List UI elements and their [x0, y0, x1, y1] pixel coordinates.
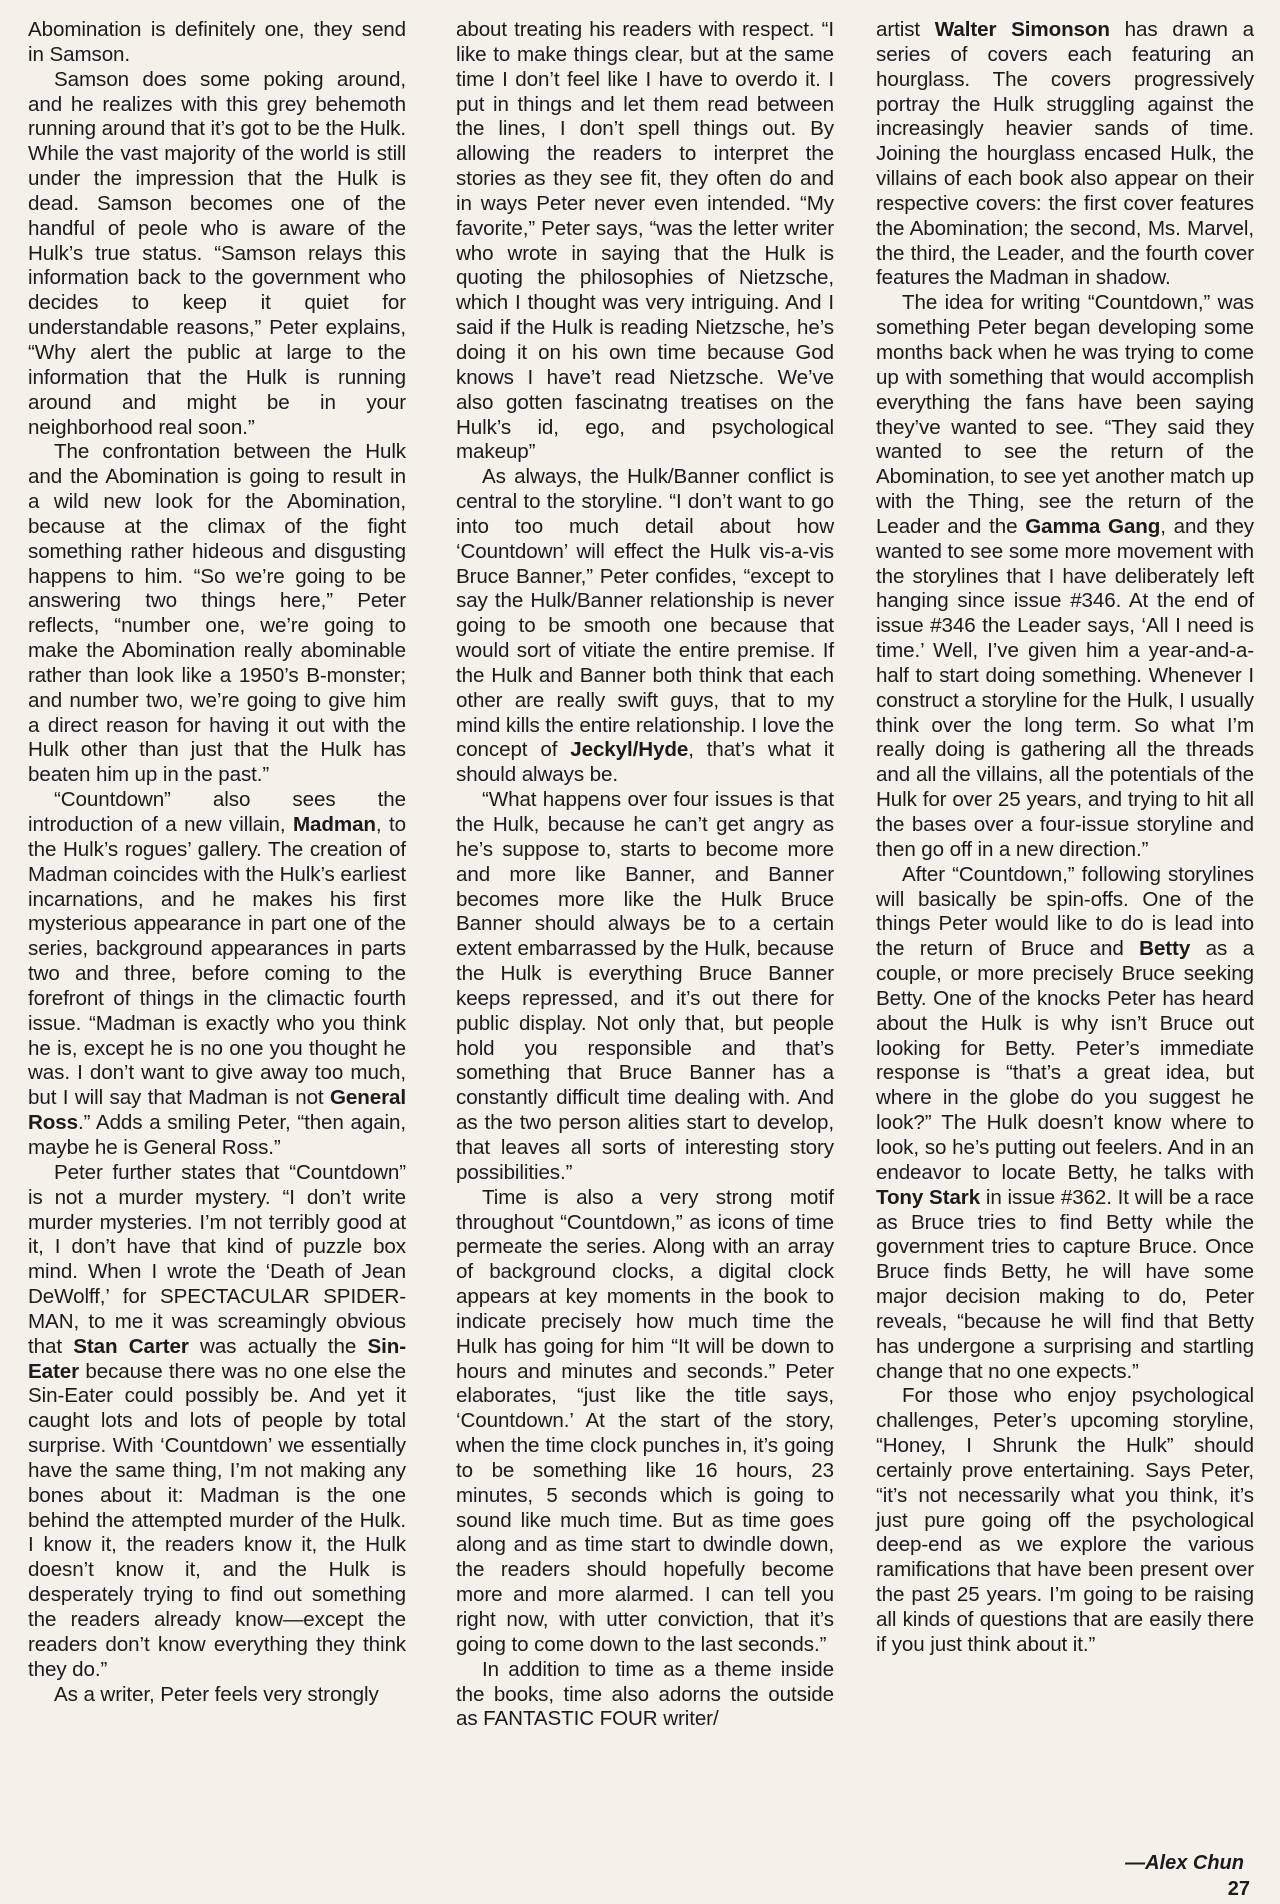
paragraph: “What happens over four issues is that the Hulk, because he can’t get angry as he’s suppose to, starts to become more and more like Banner, and Banner becomes more like the Hulk Bruce Banner should always be to a certain extent embarrassed by the Hulk, because the Hulk is everything Bruce Banner keeps repressed, and it’s out there for public display. Not only that, but people hold you responsible and that’s something that Bruce Banner has a constantly difficult time dealing with. And as the two person alities start to develop, that leaves all sorts of interesting story possibilities.”	[456, 788, 834, 1184]
paragraph: The idea for writing “Countdown,” was something Peter began developing some months back when he was trying to come up with something that would accomplish everything the fans have been saying they’ve wanted to see. “They said they wanted to see the return of the Abomination, to see yet another match up with the Thing, see the return of the Leader and the Gamma Gang, and they wanted to see some more movement with the storylines that I have deliberately left hanging since issue #346. At the end of issue #346 the Leader says, ‘All I need is time.’ Well, I’ve given him a year-and-a-half to start doing something. Whenever I construct a storyline for the Hulk, I usually think over the long term. So what I’m really doing is gathering all the threads and all the villains, all the potentials of the Hulk for over 25 years, and trying to hit all the bases over a four-issue storyline and then go off in a new direction.”	[876, 291, 1255, 861]
page-number: 27	[1227, 1878, 1250, 1900]
bold-name: Sin-Eater	[28, 1334, 406, 1383]
text-column-1	[28, 18, 406, 1707]
text-column-3	[876, 18, 1254, 1658]
paragraph: Peter further states that “Countdown” is not a murder mystery. “I don’t write murder mysteries. I’m not terribly good at it, I don’t have that kind of puzzle box mind. When I wrote the ‘Death of Jean DeWolff,’ for SPECTACULAR SPIDER-MAN, to me it was screamingly obvious that Stan Carter was actually the Sin-Eater because there was no one else the Sin-Eater could possibly be. And yet it caught lots and lots of people by total surprise. With ‘Countdown’ we essentially have the same thing, I’m not making any bones about it: Madman is the one behind the attempted murder of the Hulk. I know it, the readers know it, the Hulk doesn’t know it, and the Hulk is desperately trying to find out something the readers already know—except the readers don’t know everything they think they do.”	[28, 1160, 406, 1681]
text-column-2	[456, 18, 834, 1732]
paragraph: Abomination is definitely one, they send in Samson.	[28, 18, 406, 66]
author-byline: —Alex Chun	[1125, 1852, 1244, 1874]
paragraph: In addition to time as a theme inside the books, time also adorns the outside as FANTASTIC FOUR writer/	[456, 1657, 834, 1731]
paragraph: artist Walter Simonson has drawn a series of covers each featuring an hourglass. The covers progressively portray the Hulk struggling against the increasingly heavier sands of time. Joining the hourglass encased Hulk, the villains of each book also appear on their respective covers: the first cover features the Abomination; the second, Ms. Marvel, the third, the Leader, and the fourth cover features the Madman in shadow.	[876, 18, 1254, 290]
bold-name: Gamma Gang	[1025, 514, 1161, 538]
paragraph: Samson does some poking around, and he realizes with this grey behemoth running around that it’s got to be the Hulk. While the vast majority of the world is still under the impression that the Hulk is dead. Samson becomes one of the handful of peole who is aware of the Hulk’s true status. “Samson relays this information back to the government who decides to keep it quiet for understandable reasons,” Peter explains, “Why alert the public at large to the information that the Hulk is running around and might be in your neighborhood real soon.”	[28, 67, 406, 439]
paragraph: After “Countdown,” following storylines will basically be spin-offs. One of the things Peter would like to do is lead into the return of Bruce and Betty as a couple, or more precisely Bruce seeking Betty. One of the knocks Peter has heard about the Hulk is why isn’t Bruce out looking for Betty. Peter’s immediate response is “that’s a great idea, but where in the globe do you suggest he look?” The Hulk doesn’t know where to look, so he’s putting out feelers. And in an endeavor to locate Betty, he talks with Tony Stark in issue #362. It will be a race as Bruce tries to find Betty while the government tries to capture Bruce. Once Bruce finds Betty, he will have some major decision making to do, Peter reveals, “because he will find that Betty has undergone a surprising and startling change that no one expects.”	[876, 862, 1254, 1383]
bold-name: Stan Carter	[73, 1334, 189, 1358]
paragraph: Time is also a very strong motif throughout “Countdown,” as icons of time permeate the series. Along with an array of background clocks, a digital clock appears at key moments in the book to indicate precisely how much time the Hulk has going for him “It will be down to hours and minutes and seconds.” Peter elaborates, “just like the title says, ‘Countdown.’ At the start of the story, when the time clock punches in, it’s going to be something like 16 hours, 23 minutes, 5 seconds which is going to sound like much time. But as time goes along and as time start to dwindle down, the readers should hopefully become more and more alarmed. I can tell you right now, with utter conviction, that it’s going to come down to the last seconds.”	[456, 1185, 834, 1656]
paragraph: As always, the Hulk/Banner conflict is central to the storyline. “I don’t want to go into too much detail about how ‘Countdown’ will effect the Hulk vis-a-vis Bruce Banner,” Peter confides, “except to say the Hulk/Banner relationship is never going to be smooth one because that would sort of vitiate the entire premise. If the Hulk and Banner both think that each other are really swift guys, that to my mind kills the entire relationship. I love the concept of Jeckyl/Hyde, that’s what it should always be.	[456, 465, 834, 787]
bold-name: Betty	[1139, 937, 1191, 961]
paragraph: “Countdown” also sees the introduction of a new villain, Madman, to the Hulk’s rogues’ gallery. The creation of Madman coincides with the Hulk’s earliest incarnations, and he makes his first mysterious appearance in part one of the series, background appearances in parts two and three, before coming to the forefront of things in the climactic fourth issue. “Madman is exactly who you think he is, except he is no one you thought he was. I don’t want to give away too much, but I will say that Madman is not General Ross.” Adds a smiling Peter, “then again, maybe he is General Ross.”	[28, 788, 407, 1159]
bold-name: Jeckyl/Hyde	[570, 738, 689, 762]
bold-name: Walter Simonson	[934, 18, 1110, 41]
bold-name: Madman	[292, 813, 376, 836]
bold-name: Tony Stark	[876, 1185, 981, 1209]
bold-name: General Ross	[28, 1086, 406, 1135]
paragraph: As a writer, Peter feels very strongly	[54, 1682, 379, 1706]
paragraph: The confrontation between the Hulk and the Abomination is going to result in a wild new look for the Abomination, because at the climax of the fight something rather hideous and disgusting happens to him. “So we’re going to be answering two things here,” Peter reflects, “number one, we’re going to make the Abomination really abominable rather than look like a 1950’s B-monster; and number two, we’re going to give him a direct reason for having it out with the Hulk other than just that the Hulk has beaten him up in the past.”	[28, 440, 406, 787]
paragraph: For those who enjoy psychological challenges, Peter’s upcoming storyline, “Honey, I Shrunk the Hulk” should certainly prove entertaining. Says Peter, “it’s not necessarily what you think, it’s just pure going off the psychological deep-end as we explore the various ramifications that have been present over the past 25 years. I’m going to be raising all kinds of questions that are easily there if you just think about it.”	[876, 1384, 1254, 1656]
paragraph: about treating his readers with respect. “I like to make things clear, but at the same time I don’t feel like I have to overdo it. I put in things and let them read between the lines, I don’t spell things out. By allowing the readers to interpret the stories as they see fit, they often do and in ways Peter never even intended. “My favorite,” Peter says, “was the letter writer who wrote in saying that the Hulk is quoting the philosophies of Nietzsche, which I thought was very intriguing. And I said if the Hulk is reading Nietzsche, he’s doing it on his own time because God knows I have’t read Nietzsche. We’ve also gotten fascinatng treatises on the Hulk’s id, ego, and psychological makeup”	[456, 18, 834, 464]
